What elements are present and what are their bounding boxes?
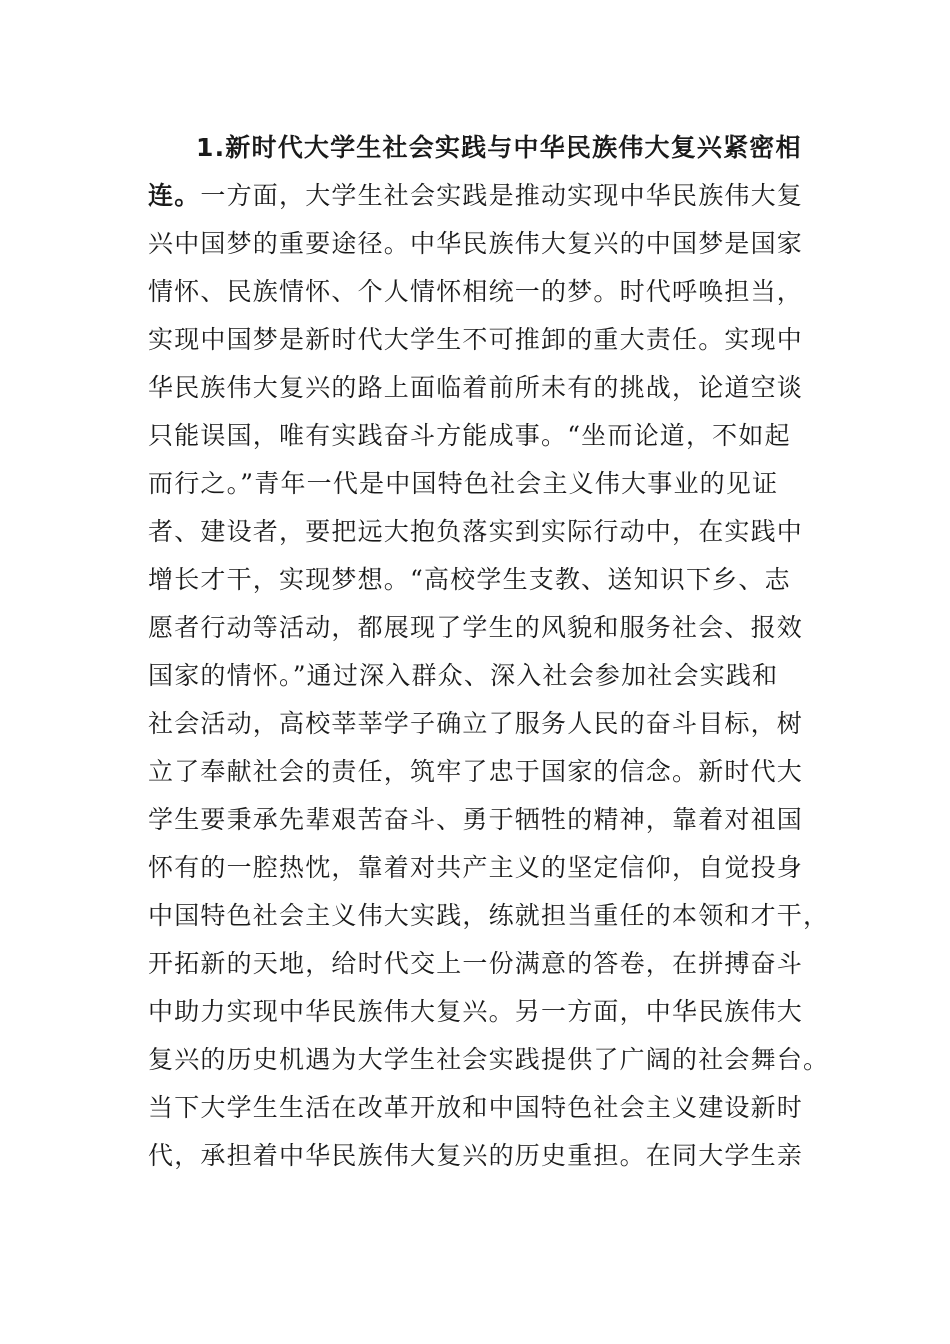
text-line: 华民族伟大复兴的路上面临着前所未有的挑战，论道空谈 [148, 373, 804, 402]
text-line: 怀有的一腔热忱，靠着对共产主义的坚定信仰，自觉投身 [148, 853, 804, 882]
text-line: 国家的情怀。”通过深入群众、深入社会参加社会实践和 [148, 661, 779, 690]
text-line [148, 176, 808, 216]
text-line: 情怀、民族情怀、个人情怀相统一的梦。时代呼唤担当， [148, 277, 804, 306]
text-line: 中助力实现中华民族伟大复兴。另一方面，中华民族伟大 [148, 997, 804, 1026]
text-line: 社会活动，高校莘莘学子确立了服务人民的奋斗目标，树 [148, 709, 804, 738]
text-line: 愿者行动等活动，都展现了学生的风貌和服务社会、报效 [148, 613, 804, 642]
text-line: 当下大学生生活在改革开放和中国特色社会主义建设新时 [148, 1093, 804, 1122]
paragraph-heading-line [196, 128, 856, 168]
section-heading-tail: 连。 [148, 181, 201, 210]
text-line: 立了奉献社会的责任，筑牢了忠于国家的信念。新时代大 [148, 757, 804, 786]
text-line: 而行之。”青年一代是中国特色社会主义伟大事业的见证 [148, 469, 779, 498]
text-line: 只能误国，唯有实践奋斗方能成事。“坐而论道，不如起 [148, 421, 791, 450]
text-line: 代，承担着中华民族伟大复兴的历史重担。在同大学生亲 [148, 1141, 804, 1170]
text-line: 复兴的历史机遇为大学生社会实践提供了广阔的社会舞台。 [148, 1045, 830, 1074]
text-line: 开拓新的天地，给时代交上一份满意的答卷，在拼搏奋斗 [148, 949, 804, 978]
text-line: 兴中国梦的重要途径。中华民族伟大复兴的中国梦是国家 [148, 229, 804, 258]
text-line: 者、建设者，要把远大抱负落实到实际行动中，在实践中 [148, 517, 804, 546]
section-heading: 1.新时代大学生社会实践与中华民族伟大复兴紧密相 [196, 133, 802, 162]
text-line-content: 一方面，大学生社会实践是推动实现中华民族伟大复 [200, 181, 804, 210]
text-line: 学生要秉承先辈艰苦奋斗、勇于牺牲的精神，靠着对祖国 [148, 805, 804, 834]
text-line: 实现中国梦是新时代大学生不可推卸的重大责任。实现中 [148, 325, 804, 354]
text-line: 中国特色社会主义伟大实践，练就担当重任的本领和才干， [148, 901, 830, 930]
text-line: 增长才干，实现梦想。“高校学生支教、送知识下乡、志 [148, 565, 791, 594]
